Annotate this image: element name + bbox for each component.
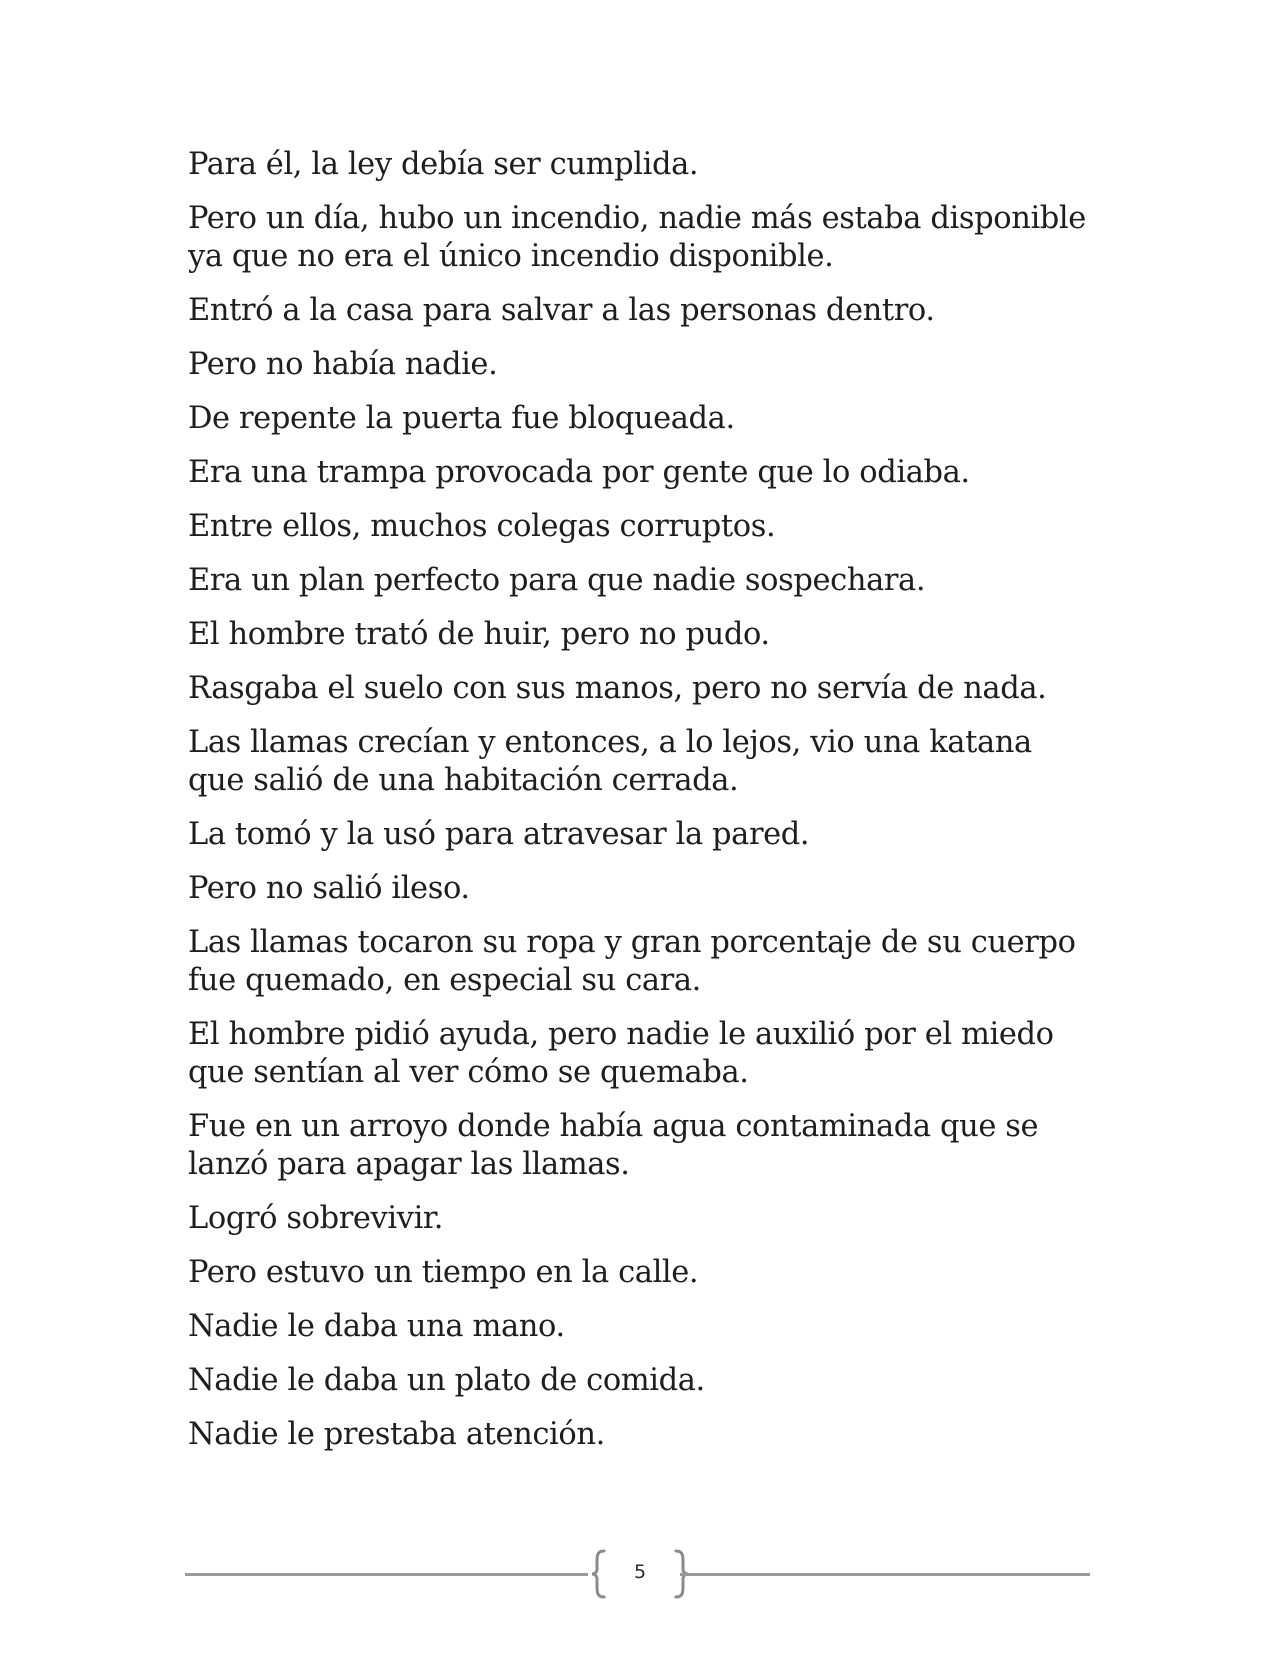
paragraph: Para él, la ley debía ser cumplida. xyxy=(188,147,699,182)
paragraph: Pero no había nadie. xyxy=(188,347,498,382)
paragraph: Las llamas crecían y entonces, a lo lejos, vio una katana que salió de una habitación cerrada. xyxy=(188,725,1032,798)
paragraph: Las llamas tocaron su ropa y gran porcentaje de su cuerpo fue quemado, en especial su cara. xyxy=(188,925,1076,998)
paragraph: Pero no salió ileso. xyxy=(188,871,470,906)
footer-rule-right xyxy=(680,1573,1090,1576)
body-text xyxy=(188,146,1088,1470)
paragraph: De repente la puerta fue bloqueada. xyxy=(188,401,735,436)
paragraph: Pero estuvo un tiempo en la calle. xyxy=(188,1255,699,1290)
page-footer xyxy=(185,1548,1090,1600)
paragraph: Rasgaba el suelo con sus manos, pero no servía de nada. xyxy=(188,671,1047,706)
paragraph: Entre ellos, muchos colegas corruptos. xyxy=(188,509,776,544)
paragraph: Era un plan perfecto para que nadie sospechara. xyxy=(188,563,926,598)
paragraph: Nadie le daba una mano. xyxy=(188,1309,565,1344)
footer-rule-left xyxy=(185,1573,588,1576)
paragraph: Entró a la casa para salvar a las personas dentro. xyxy=(188,293,935,328)
paragraph: El hombre trató de huir, pero no pudo. xyxy=(188,617,770,652)
paragraph: Logró sobrevivir. xyxy=(188,1201,444,1236)
paragraph: Era una trampa provocada por gente que lo odiaba. xyxy=(188,455,970,490)
page-number: 5 xyxy=(633,1561,647,1583)
paragraph: La tomó y la usó para atravesar la pared. xyxy=(188,817,810,852)
paragraph: Pero un día, hubo un incendio, nadie más estaba disponible ya que no era el único incendio disponible. xyxy=(188,201,1086,274)
paragraph: Nadie le daba un plato de comida. xyxy=(188,1363,705,1398)
left-brace-icon xyxy=(589,1548,609,1600)
paragraph: El hombre pidió ayuda, pero nadie le auxilió por el miedo que sentían al ver cómo se quemaba. xyxy=(188,1017,1054,1090)
paragraph: Nadie le prestaba atención. xyxy=(188,1417,605,1452)
paragraph: Fue en un arroyo donde había agua contaminada que se lanzó para apagar las llamas. xyxy=(188,1109,1039,1182)
